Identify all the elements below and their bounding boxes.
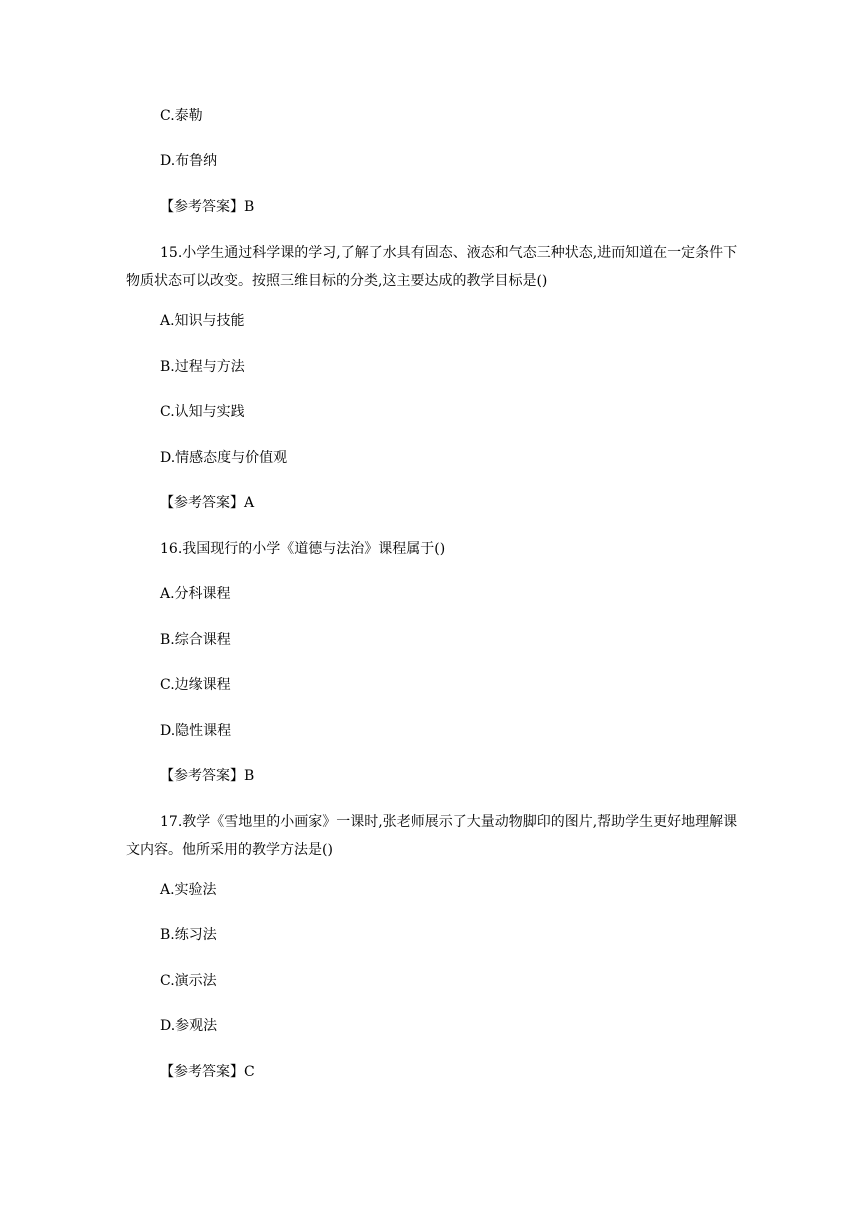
option-c-q16: C.边缘课程 bbox=[160, 677, 231, 693]
option-b-q17: B.练习法 bbox=[160, 927, 217, 943]
option-c-q14: C.泰勒 bbox=[160, 108, 203, 124]
option-d-q17: D.参观法 bbox=[160, 1018, 218, 1034]
option-a-q16: A.分科课程 bbox=[160, 586, 231, 602]
option-a-q15: A.知识与技能 bbox=[160, 313, 245, 329]
option-b-q16: B.综合课程 bbox=[160, 632, 231, 648]
option-c-q15: C.认知与实践 bbox=[160, 404, 245, 420]
option-c-q17: C.演示法 bbox=[160, 973, 217, 989]
option-a-q17: A.实验法 bbox=[160, 882, 217, 898]
option-d-q14: D.布鲁纳 bbox=[160, 153, 218, 169]
option-b-q15: B.过程与方法 bbox=[160, 359, 245, 375]
question-17: 17.教学《雪地里的小画家》一课时,张老师展示了大量动物脚印的图片,帮助学生更好地理解课文内容。他所采用的教学方法是() bbox=[126, 814, 738, 858]
question-16: 16.我国现行的小学《道德与法治》课程属于() bbox=[160, 541, 446, 557]
answer-q14: 【参考答案】B bbox=[160, 199, 255, 215]
option-d-q16: D.隐性课程 bbox=[160, 723, 232, 739]
answer-q17: 【参考答案】C bbox=[160, 1064, 255, 1080]
answer-q16: 【参考答案】B bbox=[160, 768, 255, 784]
answer-q15: 【参考答案】A bbox=[160, 495, 255, 511]
option-d-q15: D.情感态度与价值观 bbox=[160, 450, 288, 466]
question-15: 15.小学生通过科学课的学习,了解了水具有固态、液态和气态三种状态,进而知道在一定条件下物质状态可以改变。按照三维目标的分类,这主要达成的教学目标是() bbox=[126, 245, 738, 289]
